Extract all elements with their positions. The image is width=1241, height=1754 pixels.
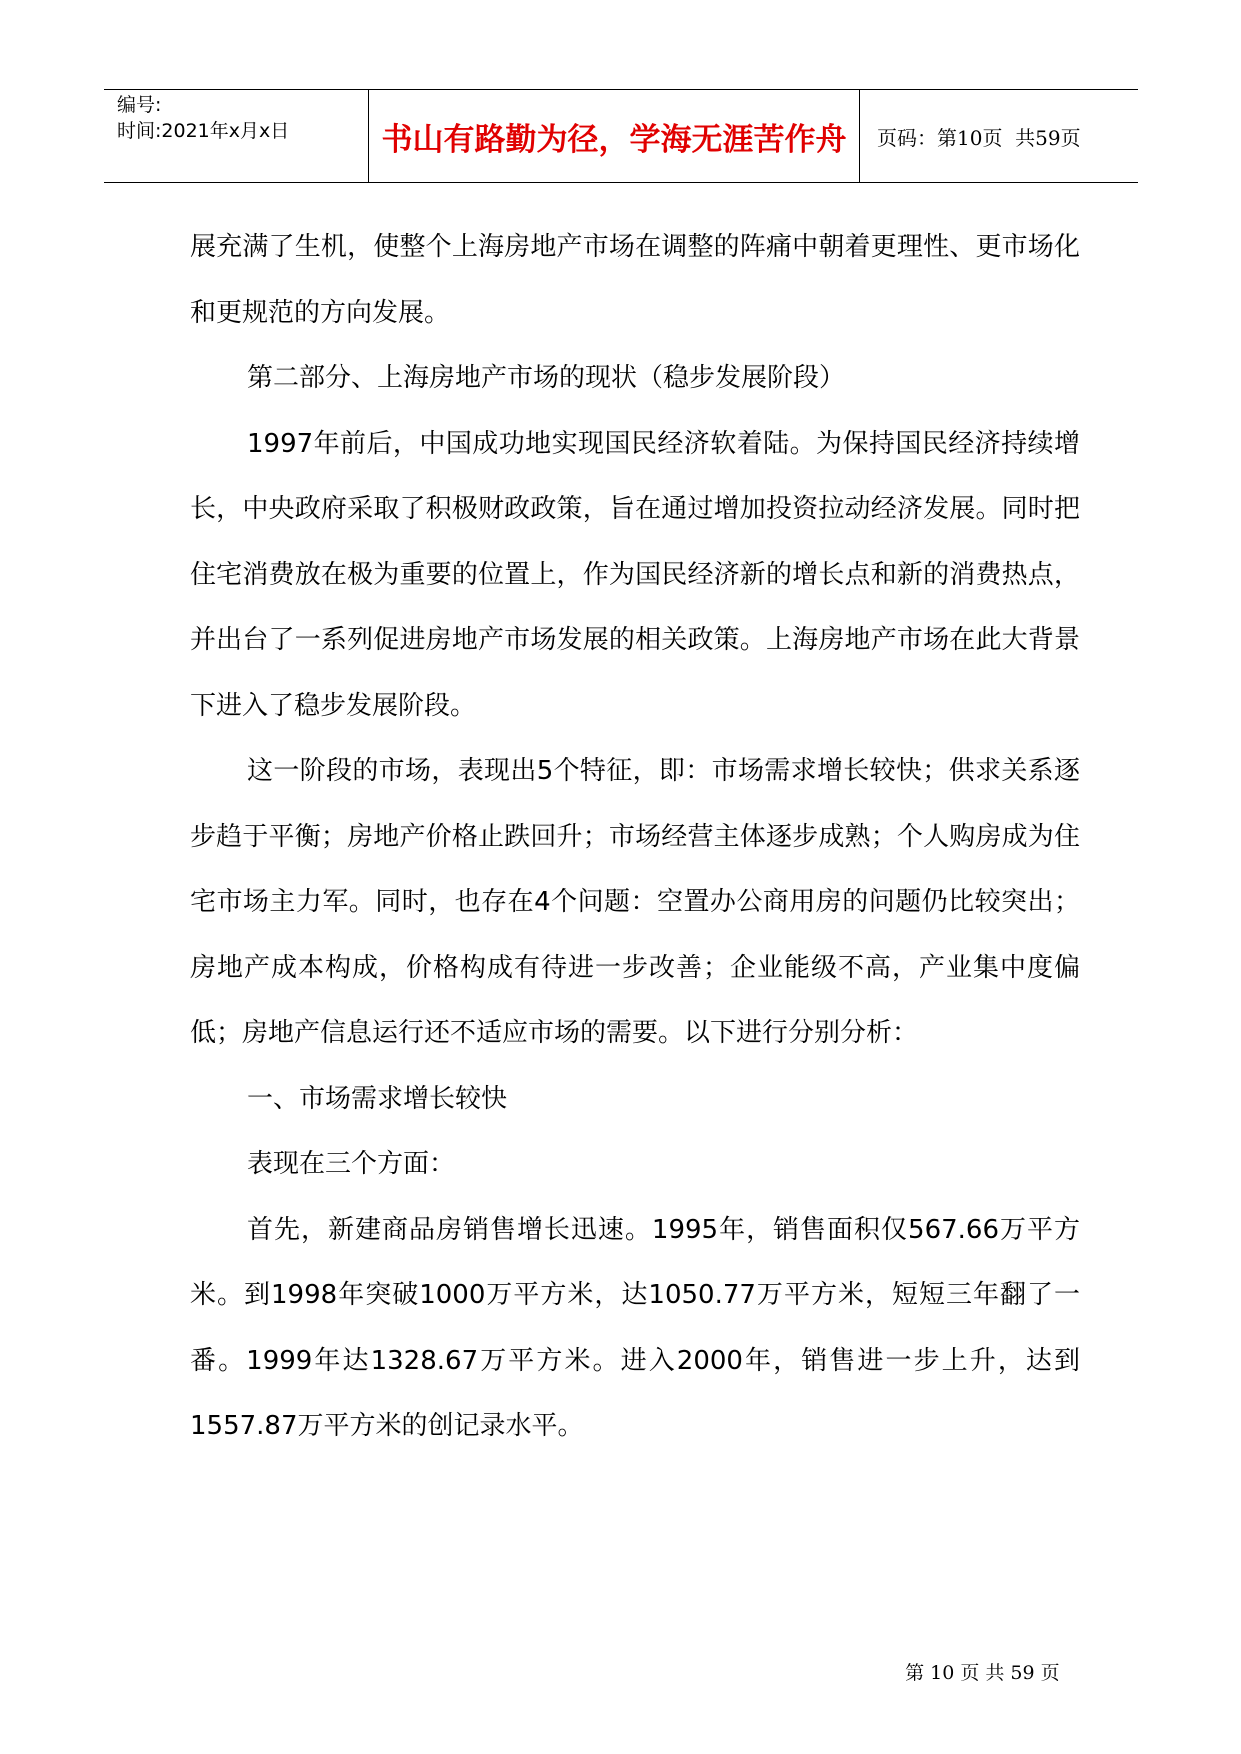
section-heading: 第二部分、上海房地产市场的现状（稳步发展阶段）	[247, 363, 846, 393]
time-label: 时间:2021年x月x日	[117, 120, 290, 142]
page-footer	[893, 1636, 1060, 1685]
paragraph: 这一阶段的市场，表现出5个特征，即：市场需求增长较快；供求关系逐步趋于平衡；房地产价格止跌回升；市场经营主体逐步成熟；个人购房成为住宅市场主力军。同时，也存在4个问题：空置办公商用房的问题仍比较突出；房地产成本构成，价格构成有待进一步改善；企业能级不高，产业集中度偏低；房地产信息运行还不适应市场的需要。以下进行分别分析：	[190, 756, 1080, 1048]
serial-number-label: 编号:	[117, 94, 162, 116]
subsection-heading: 一、市场需求增长较快	[247, 1083, 508, 1114]
header-motto	[369, 90, 860, 182]
motto-text: 书山有路勤为径，学海无涯苦作舟	[381, 121, 847, 158]
header-meta	[104, 90, 369, 182]
document-body	[190, 215, 1080, 1460]
paragraph: 1997年前后，中国成功地实现国民经济软着陆。为保持国民经济持续增长，中央政府采取了积极财政政策，旨在通过增加投资拉动经济发展。同时把住宅消费放在极为重要的位置上，作为国民经济新的增长点和新的消费热点，并出台了一系列促进房地产市场发展的相关政策。上海房地产市场在此大背景下进入了稳步发展阶段。	[190, 428, 1080, 721]
paragraph: 首先，新建商品房销售增长迅速。1995年，销售面积仅567.66万平方米。到1998年突破1000万平方米，达1050.77万平方米，短短三年翻了一番。1999年达1328.67万平方米。进入2000年，销售进一步上升，达到1557.87万平方米的创记录水平。	[190, 1214, 1080, 1441]
page-info-text: 页码：第10页 共59页	[877, 125, 1081, 150]
header-page-info	[860, 90, 1138, 182]
paragraph: 表现在三个方面：	[247, 1149, 456, 1179]
document-header	[104, 89, 1138, 183]
footer-page-number: 第 10 页 共 59 页	[905, 1662, 1060, 1684]
paragraph-continuation: 展充满了生机，使整个上海房地产市场在调整的阵痛中朝着更理性、更市场化和更规范的方向发展。	[190, 232, 1080, 328]
